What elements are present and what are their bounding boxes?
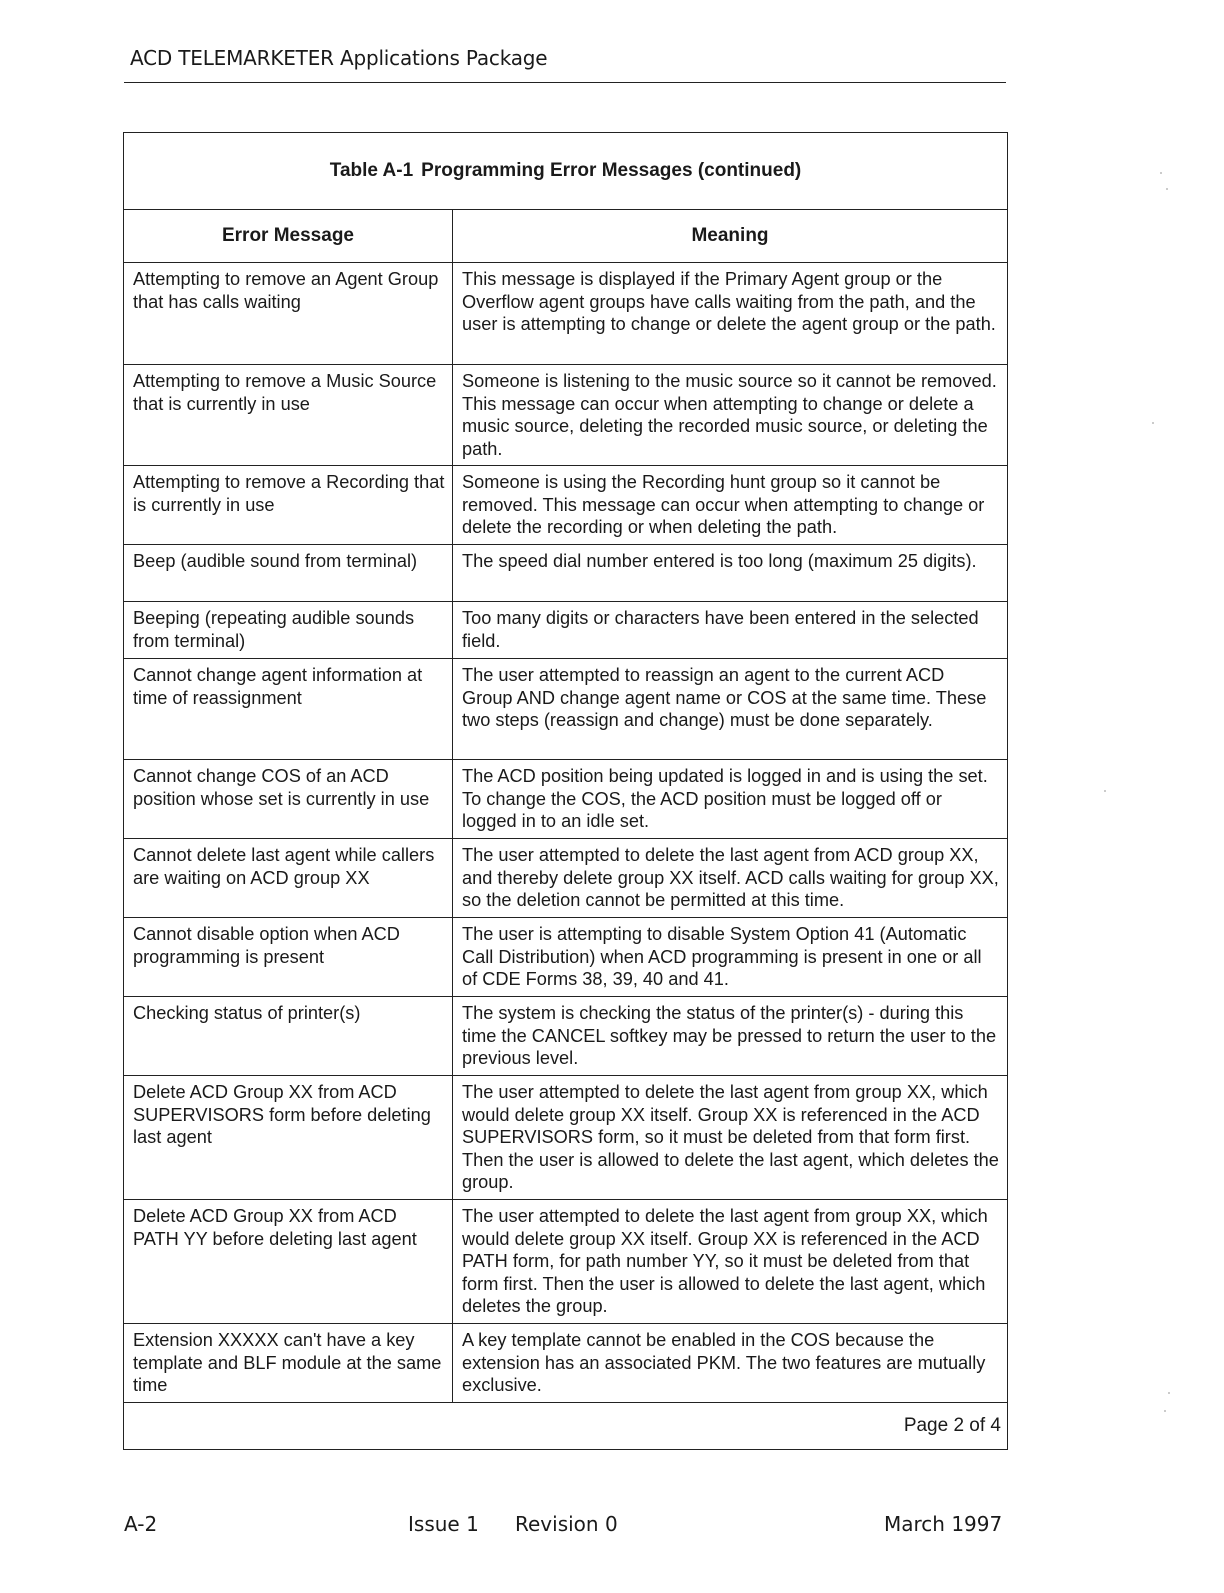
error-message-cell: Cannot delete last agent while callers are waiting on ACD group XX <box>124 839 453 918</box>
meaning-cell: Someone is listening to the music source so it cannot be removed. This message can occur when attempting to change or delete a music source, deleting the recorded music source, or deleting the path. <box>453 365 1008 466</box>
table-row <box>124 1076 1008 1200</box>
meaning-cell: The user attempted to delete the last agent from group XX, which would delete group XX itself. Group XX is referenced in the ACD SUPERVISORS form, so it must be deleted from that form first. Then the user is allowed to delete the last agent, which deletes the group. <box>453 1076 1008 1200</box>
footer-issue: Issue 1 <box>408 1512 479 1536</box>
table-row <box>124 839 1008 918</box>
meaning-cell: A key template cannot be enabled in the COS because the extension has an associated PKM. The two features are mutually exclusive. <box>453 1324 1008 1403</box>
error-message-cell: Beep (audible sound from terminal) <box>124 545 453 602</box>
table-row <box>124 997 1008 1076</box>
error-message-cell: Cannot change COS of an ACD position whose set is currently in use <box>124 760 453 839</box>
column-header-error-message: Error Message <box>124 210 453 263</box>
error-message-cell: Checking status of printer(s) <box>124 997 453 1076</box>
error-message-cell: Cannot disable option when ACD programming is present <box>124 918 453 997</box>
error-message-cell: Cannot change agent information at time of reassignment <box>124 659 453 760</box>
error-message-cell: Attempting to remove an Agent Group that has calls waiting <box>124 263 453 365</box>
meaning-cell: This message is displayed if the Primary Agent group or the Overflow agent groups have calls waiting from the path, and the user is attempting to change or delete the agent group or the path. <box>453 263 1008 365</box>
table-page-indicator: Page 2 of 4 <box>124 1403 1008 1450</box>
running-header-title: ACD TELEMARKETER Applications Package <box>130 46 548 70</box>
header-rule <box>124 82 1006 83</box>
error-message-cell: Delete ACD Group XX from ACD PATH YY before deleting last agent <box>124 1200 453 1324</box>
table-row <box>124 760 1008 839</box>
meaning-cell: The user attempted to delete the last agent from ACD group XX, and thereby delete group XX itself. ACD calls waiting for group XX, so the deletion cannot be permitted at this time. <box>453 839 1008 918</box>
meaning-cell: The user attempted to delete the last agent from group XX, which would delete group XX itself. Group XX is referenced in the ACD PATH form, for path number YY, so it must be deleted from that form first. Then the user is allowed to delete the last agent, which deletes the group. <box>453 1200 1008 1324</box>
meaning-cell: The user is attempting to disable System Option 41 (Automatic Call Distribution) when ACD programming is present in one or all of CDE Forms 38, 39, 40 and 41. <box>453 918 1008 997</box>
table-caption-title: Programming Error Messages (continued) <box>421 159 802 181</box>
table-row <box>124 918 1008 997</box>
meaning-cell: The speed dial number entered is too long (maximum 25 digits). <box>453 545 1008 602</box>
scan-speck <box>1166 188 1168 190</box>
error-message-cell: Extension XXXXX can't have a key template and BLF module at the same time <box>124 1324 453 1403</box>
table-row <box>124 263 1008 365</box>
scan-speck <box>1152 422 1154 424</box>
meaning-cell: The user attempted to reassign an agent to the current ACD Group AND change agent name or COS at the same time. These two steps (reassign and change) must be done separately. <box>453 659 1008 760</box>
meaning-cell: The system is checking the status of the printer(s) - during this time the CANCEL softkey may be pressed to return the user to the previous level. <box>453 997 1008 1076</box>
table-footer-row <box>124 1403 1008 1450</box>
table-caption <box>124 133 1008 210</box>
scan-speck <box>1164 1410 1166 1412</box>
error-messages-table <box>123 132 1008 1450</box>
footer-revision: Revision 0 <box>515 1512 618 1536</box>
table-row <box>124 545 1008 602</box>
table-row <box>124 659 1008 760</box>
scan-speck <box>1168 1392 1170 1394</box>
error-message-cell: Delete ACD Group XX from ACD SUPERVISORS form before deleting last agent <box>124 1076 453 1200</box>
meaning-cell: The ACD position being updated is logged in and is using the set. To change the COS, the ACD position must be logged off or logged in to an idle set. <box>453 760 1008 839</box>
table-row <box>124 1324 1008 1403</box>
scan-speck <box>1160 172 1162 174</box>
footer-page-number: A-2 <box>124 1512 158 1536</box>
meaning-cell: Someone is using the Recording hunt group so it cannot be removed. This message can occur when attempting to change or delete the recording or when deleting the path. <box>453 466 1008 545</box>
error-message-cell: Attempting to remove a Recording that is currently in use <box>124 466 453 545</box>
meaning-cell: Too many digits or characters have been entered in the selected field. <box>453 602 1008 659</box>
scan-speck <box>1104 790 1106 792</box>
table-row <box>124 365 1008 466</box>
table-caption-number: Table A-1 <box>329 159 414 181</box>
column-header-meaning: Meaning <box>453 210 1008 263</box>
error-message-cell: Attempting to remove a Music Source that is currently in use <box>124 365 453 466</box>
footer-date: March 1997 <box>884 1512 1003 1536</box>
table-caption-row <box>124 133 1008 210</box>
table-row <box>124 1200 1008 1324</box>
error-message-cell: Beeping (repeating audible sounds from terminal) <box>124 602 453 659</box>
table-row <box>124 602 1008 659</box>
table-header-row <box>124 210 1008 263</box>
table-row <box>124 466 1008 545</box>
